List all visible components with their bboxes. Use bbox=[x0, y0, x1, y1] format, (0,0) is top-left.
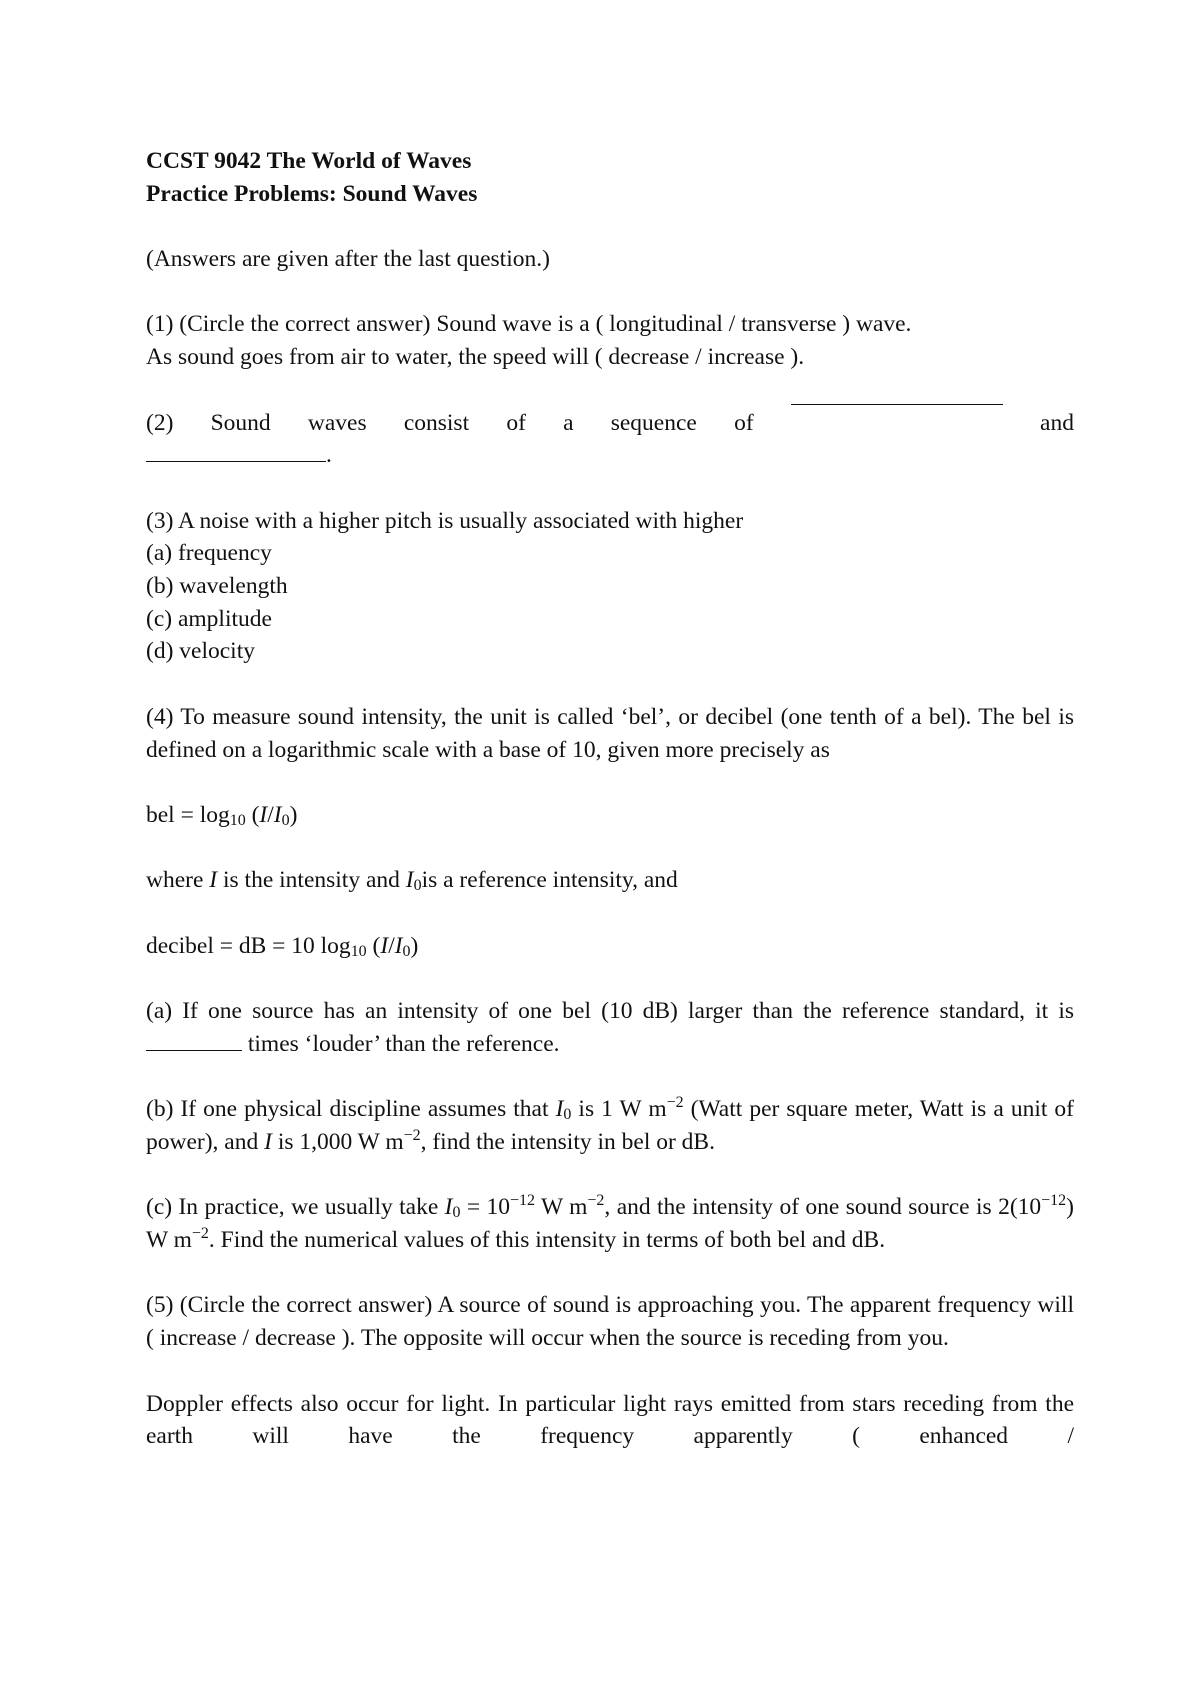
where-line: where I is the intensity and $I_0is$ a reference intensity, and bbox=[146, 867, 678, 895]
option-b: (b) wavelength bbox=[146, 573, 288, 600]
q2-word: Sound bbox=[210, 409, 271, 436]
option-c: (c) amplitude bbox=[146, 605, 272, 632]
question-5: (5) (Circle the correct answer) A source of sound is approaching you. The apparent frequency will ( increase / decrease ). The opposite will occur when the source is receding from you. bbox=[146, 1292, 1074, 1352]
answer-blank-3[interactable] bbox=[146, 1049, 242, 1051]
q2-word: a bbox=[563, 409, 574, 436]
answers-note: (Answers are given after the last question.) bbox=[146, 246, 550, 273]
q2-word: waves bbox=[307, 409, 367, 436]
document-header bbox=[146, 145, 1074, 210]
bel-formula: bel = $\log_{10} (I/I_0)$ bbox=[146, 801, 298, 829]
doppler-paragraph: Doppler effects also occur for light. In particular light rays emitted from stars receding from the earth will have the frequency apparently ( enhanced / bbox=[146, 1390, 1074, 1450]
question-3 bbox=[146, 505, 1074, 669]
decibel-formula: decibel = dB = 10 $\log_{10} (I/I_0)$ bbox=[146, 932, 419, 960]
course-title: CCST 9042 The World of Waves bbox=[146, 148, 472, 174]
document-subtitle: Practice Problems: Sound Waves bbox=[146, 180, 478, 207]
q2-word: sequence bbox=[610, 409, 697, 436]
answer-blank-2[interactable] bbox=[146, 460, 326, 462]
option-a: (a) frequency bbox=[146, 540, 272, 567]
q2-word-and: and bbox=[1040, 409, 1074, 436]
question-4b: (b) If one physical discipline assumes that $I_0$ is 1 W $m^{-2}$ (Watt per square meter, Watt is a unit of power), and I is 1,000 W $m^{-2}$, find the intensity in bel or dB. bbox=[146, 1094, 1075, 1155]
question-4-intro: (4) To measure sound intensity, the unit is called ‘bel’, or decibel (one tenth of a bel). The bel is defined on a logarithmic scale with a base of 10, given more precisely as bbox=[146, 703, 1074, 763]
question-3-stem: (3) A noise with a higher pitch is usually associated with higher bbox=[146, 507, 744, 534]
document-body bbox=[146, 145, 1074, 1486]
question-2 bbox=[146, 407, 1074, 472]
answer-blank-1[interactable] bbox=[791, 403, 1003, 405]
question-2-line-1 bbox=[146, 407, 1074, 440]
question-4c: (c) In practice, we usually take $I_0 = 10^{-12}$ W $m^{-2}$, and the intensity of one sound source is $2(10^{-12})$ W $m^{-2}$. Find the numerical values of this intensity in terms of both bel and dB. bbox=[146, 1192, 1074, 1254]
question-2-line-2 bbox=[146, 439, 1074, 472]
q2-period: . bbox=[326, 442, 332, 469]
q2-word: of bbox=[734, 409, 754, 436]
question-4a: (a) If one source has an intensity of one bel (10 dB) larger than the reference standard, it is times ‘louder’ than the reference. bbox=[146, 998, 1074, 1057]
question-1 bbox=[146, 308, 1074, 373]
question-1-line-2: As sound goes from air to water, the speed will ( decrease / increase ). bbox=[146, 344, 805, 371]
q2-word: of bbox=[506, 409, 526, 436]
option-d: (d) velocity bbox=[146, 638, 255, 665]
q2-word: (2) bbox=[146, 409, 174, 436]
q2-word: consist bbox=[403, 409, 470, 436]
question-1-line-1: (1) (Circle the correct answer) Sound wave is a ( longitudinal / transverse ) wave. bbox=[146, 311, 912, 338]
